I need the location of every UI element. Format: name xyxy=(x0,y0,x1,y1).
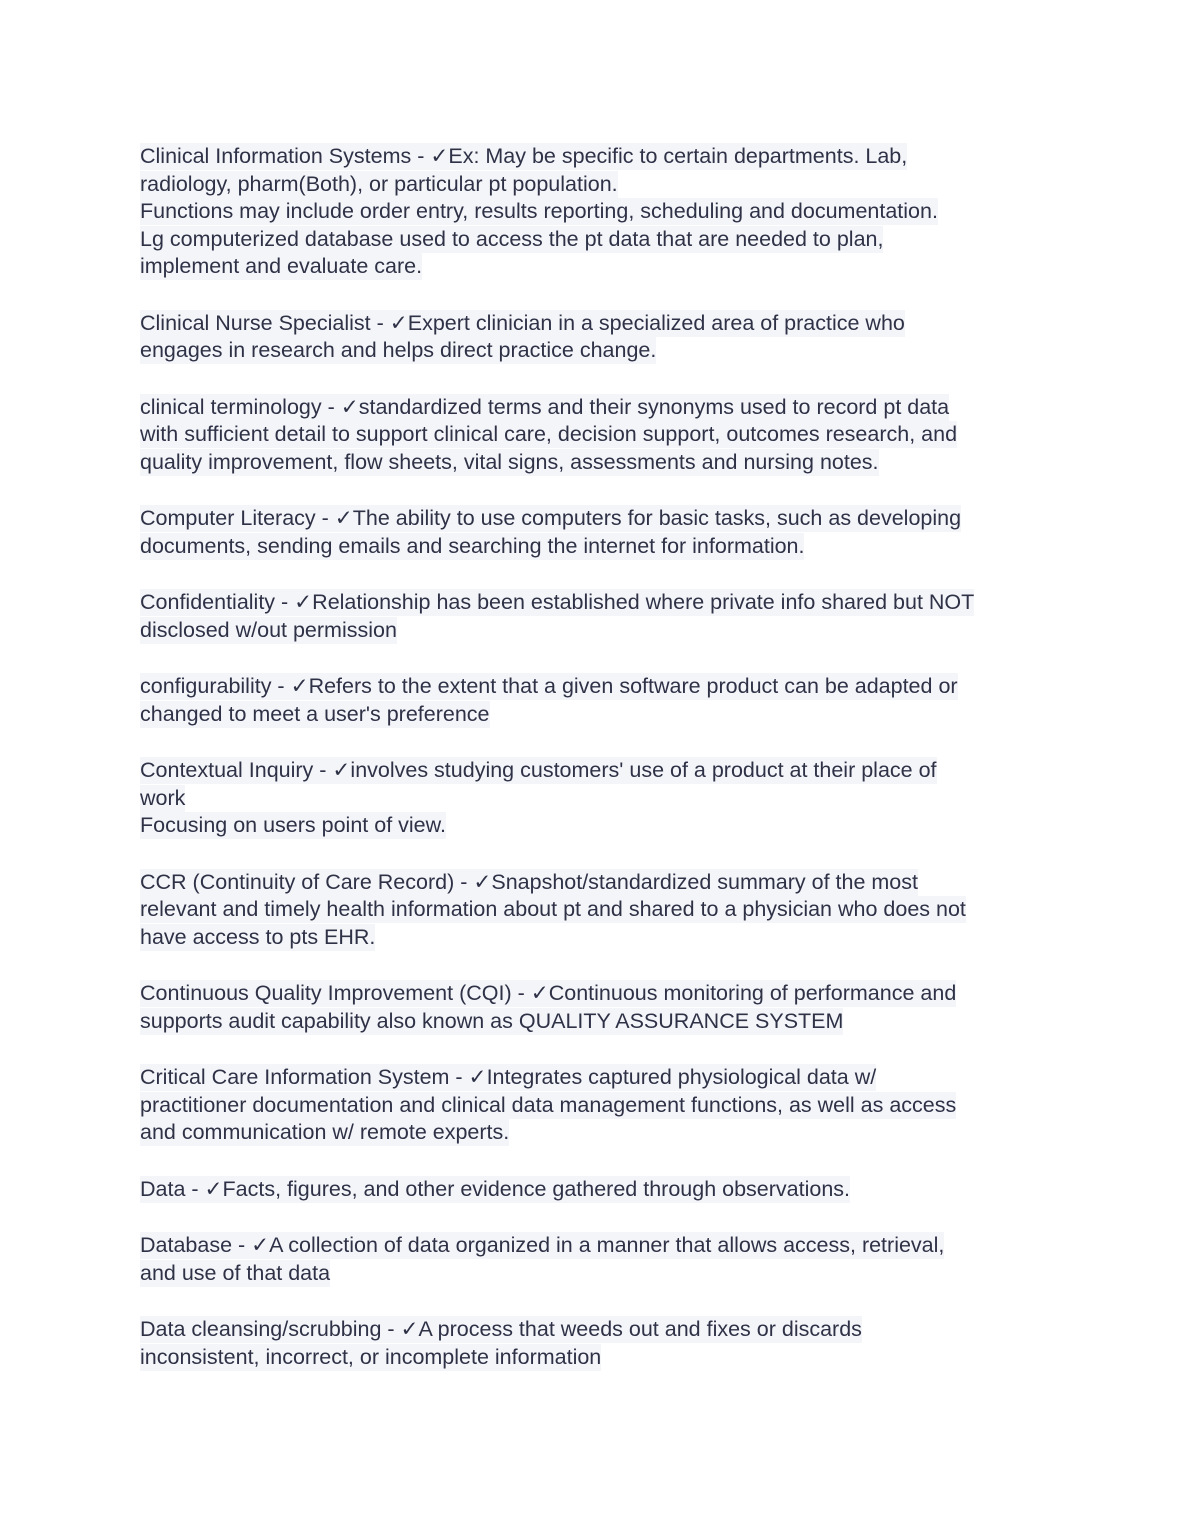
entry-line: have access to pts EHR. xyxy=(140,924,376,949)
entry-line: Confidentiality - ✓Relationship has been established where private info shared but NOT xyxy=(140,590,975,614)
entry-line: Database - ✓A collection of data organized in a manner that allows access, retrieval, xyxy=(140,1233,945,1257)
entry-line: inconsistent, incorrect, or incomplete information xyxy=(140,1344,602,1369)
entry-line: quality improvement, flow sheets, vital signs, assessments and nursing notes. xyxy=(140,449,879,474)
entry-line: Lg computerized database used to access the pt data that are needed to plan, xyxy=(140,226,884,251)
entry-line: Clinical Information Systems - ✓Ex: May be specific to certain departments. Lab, xyxy=(140,144,908,168)
entry-line: radiology, pharm(Both), or particular pt population. xyxy=(140,171,618,196)
entry-line: supports audit capability also known as QUALITY ASSURANCE SYSTEM xyxy=(140,1008,844,1033)
entry-line: Critical Care Information System - ✓Integrates captured physiological data w/ xyxy=(140,1065,877,1089)
entry-line: CCR (Continuity of Care Record) - ✓Snapshot/standardized summary of the most xyxy=(140,869,918,894)
glossary-entry xyxy=(140,310,1050,365)
entry-line: Data - ✓Facts, figures, and other evidence gathered through observations. xyxy=(140,1176,851,1201)
entry-line: documents, sending emails and searching the internet for information. xyxy=(140,533,805,558)
glossary-entry xyxy=(140,869,1050,952)
entry-line: Contextual Inquiry - ✓involves studying customers' use of a product at their place of xyxy=(140,758,937,782)
entry-line: implement and evaluate care. xyxy=(140,254,423,278)
entry-line: clinical terminology - ✓standardized terms and their synonyms used to record pt data xyxy=(140,394,950,419)
entry-line: Computer Literacy - ✓The ability to use computers for basic tasks, such as developing xyxy=(140,506,962,530)
glossary-entry xyxy=(140,143,1050,281)
entry-line: practitioner documentation and clinical data management functions, as well as access xyxy=(140,1092,957,1117)
entry-line: disclosed w/out permission xyxy=(140,617,397,642)
glossary-entry xyxy=(140,505,1050,560)
glossary-entry xyxy=(140,1316,1050,1371)
entry-line: Continuous Quality Improvement (CQI) - ✓Continuous monitoring of performance and xyxy=(140,981,957,1005)
entry-line: and communication w/ remote experts. xyxy=(140,1120,510,1144)
entry-line: changed to meet a user's preference xyxy=(140,701,490,726)
glossary-entry xyxy=(140,394,1050,477)
glossary-entry xyxy=(140,757,1050,840)
entry-line: Focusing on users point of view. xyxy=(140,813,446,837)
glossary-entry xyxy=(140,589,1050,644)
glossary-entry xyxy=(140,1064,1050,1147)
entry-line: relevant and timely health information about pt and shared to a physician who does not xyxy=(140,897,966,921)
glossary-entry xyxy=(140,980,1050,1035)
entry-line: with sufficient detail to support clinical care, decision support, outcomes research, and xyxy=(140,422,958,446)
entry-line: Clinical Nurse Specialist - ✓Expert clinician in a specialized area of practice who xyxy=(140,310,905,335)
entry-line: work xyxy=(140,785,186,810)
glossary-entry xyxy=(140,1232,1050,1287)
entry-line: configurability - ✓Refers to the extent that a given software product can be adapted or xyxy=(140,674,958,698)
entry-line: Functions may include order entry, results reporting, scheduling and documentation. xyxy=(140,199,938,223)
glossary-entry xyxy=(140,1176,1050,1204)
entry-line: Data cleansing/scrubbing - ✓A process that weeds out and fixes or discards xyxy=(140,1317,862,1341)
entry-line: engages in research and helps direct practice change. xyxy=(140,338,657,362)
glossary-entry xyxy=(140,673,1050,728)
entry-line: and use of that data xyxy=(140,1260,331,1285)
document-page xyxy=(140,143,1050,1400)
